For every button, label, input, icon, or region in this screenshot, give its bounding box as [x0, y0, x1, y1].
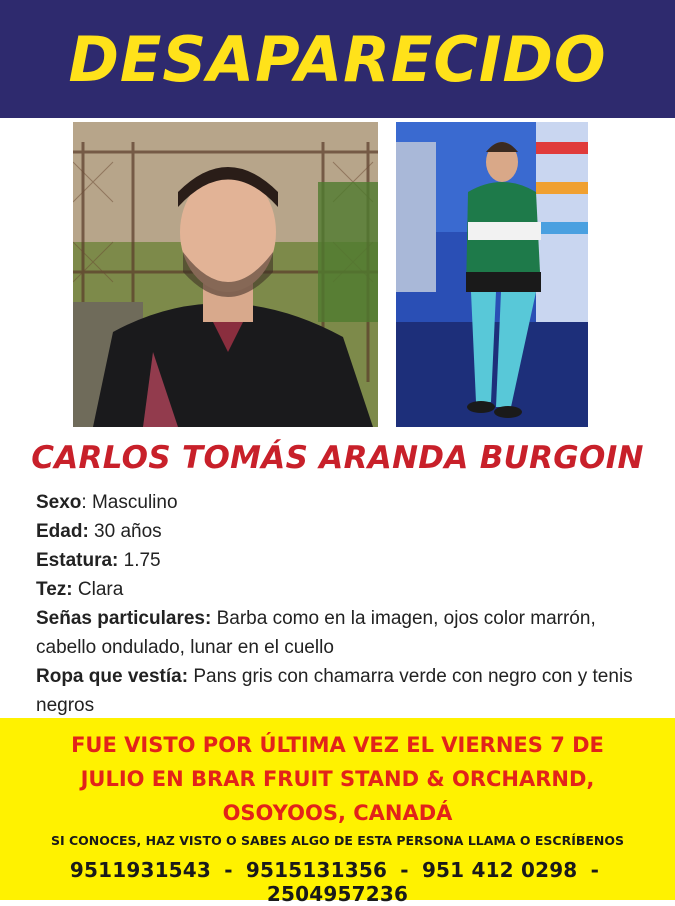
phone-separator: - [400, 858, 409, 882]
poster-title: DESAPARECIDO [68, 22, 607, 96]
detail-senas [36, 604, 661, 662]
detail-label: Tez: [36, 579, 73, 600]
detail-label: Edad: [36, 521, 89, 542]
last-seen-info [0, 728, 675, 830]
detail-value: Clara [72, 579, 124, 600]
detail-ropa [36, 662, 661, 720]
phone-number[interactable]: 951 412 0298 [421, 858, 578, 882]
detail-value: Pans gris con chamarra verde con negro con y tenis negros [36, 666, 633, 716]
detail-value: Masculino [86, 492, 178, 513]
detail-label: Sexo [36, 492, 82, 513]
phone-number[interactable]: 9515131356 [245, 858, 388, 882]
phone-number[interactable]: 9511931543 [69, 858, 212, 882]
phone-separator: - [590, 858, 600, 882]
last-seen-line: OSOYOOS, CANADÁ [222, 801, 453, 825]
contact-note: SI CONOCES, HAZ VISTO O SABES ALGO DE ESTA PERSONA LLAMA O ESCRÍBENOS [50, 833, 625, 848]
detail-tez [36, 575, 661, 604]
detail-label: Estatura: [36, 550, 119, 571]
missing-person-name: CARLOS TOMÁS ARANDA BURGOIN [31, 440, 644, 476]
detail-label: Señas particulares: [36, 608, 212, 629]
detail-value: 30 años [88, 521, 162, 542]
detail-estatura [36, 546, 661, 575]
phone-number[interactable]: 2504957236 [266, 882, 409, 906]
detail-suffix: : [81, 492, 87, 513]
photo-selfie [73, 122, 378, 427]
person-details [36, 488, 661, 720]
photo-cctv [396, 122, 588, 427]
detail-label: Ropa que vestía: [36, 666, 189, 687]
phone-numbers [0, 858, 675, 906]
detail-edad [36, 517, 661, 546]
footer-alert [0, 718, 675, 906]
phone-separator: - [224, 858, 233, 882]
detail-sexo [36, 488, 661, 517]
last-seen-line: JULIO EN BRAR FRUIT STAND & ORCHARND, [80, 767, 595, 791]
detail-value: Barba como en la imagen, ojos color marrón, cabello ondulado, lunar en el cuello [36, 608, 596, 658]
last-seen-line: FUE VISTO POR ÚLTIMA VEZ EL VIERNES 7 DE [71, 733, 604, 757]
header-banner [0, 0, 675, 118]
detail-value: 1.75 [118, 550, 161, 571]
